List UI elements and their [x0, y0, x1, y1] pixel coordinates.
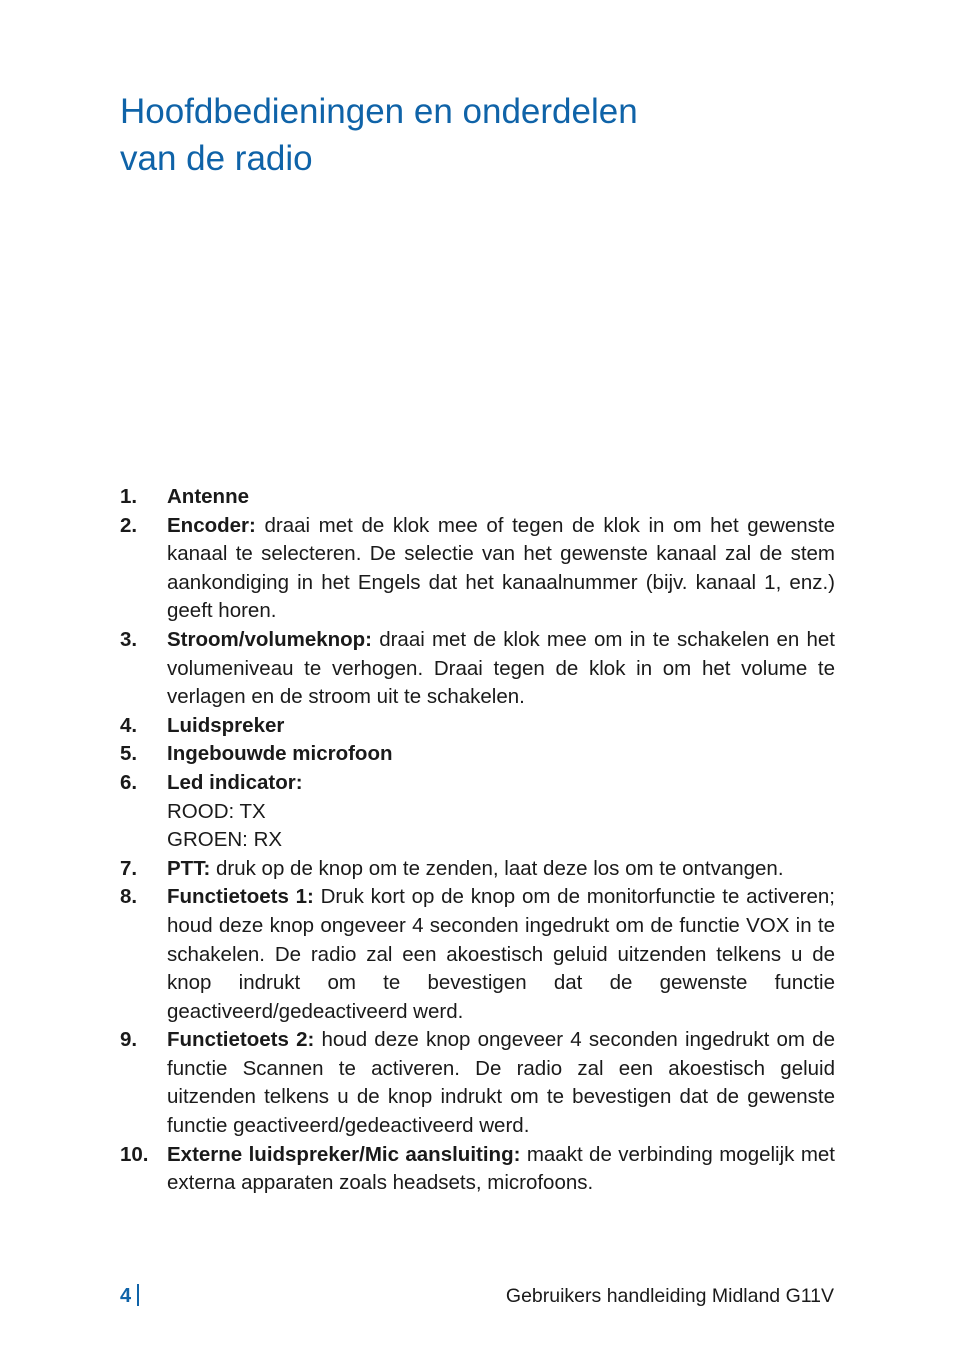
- list-item: [120, 1026, 835, 1140]
- item-title: Ingebouwde microfoon: [167, 742, 393, 766]
- item-title: Luidspreker: [167, 713, 285, 737]
- list-item: [120, 740, 835, 769]
- list-item: [120, 712, 835, 741]
- item-number: 8.: [120, 885, 138, 909]
- item-number: 7.: [120, 856, 138, 880]
- item-text: druk op de knop om te zenden, laat deze los om te ontvangen.: [210, 856, 784, 880]
- page-title-line-2: van de radio: [120, 139, 313, 178]
- list-item: [120, 883, 835, 1026]
- item-title: PTT:: [167, 856, 211, 880]
- page-title: [120, 88, 820, 182]
- item-text: maakt de verbinding mogelijk met externa apparaten zoals headsets, microfoons.: [167, 1142, 835, 1195]
- led-red-label: ROOD: TX: [167, 799, 266, 823]
- list-item: [120, 1141, 835, 1198]
- page-number: 4: [120, 1285, 132, 1307]
- item-text: draai met de klok mee om in te schakelen en het volumeniveau te verhogen. Draai tegen de klok in om het volume te verlagen en de stroom uit te schakelen.: [167, 627, 835, 709]
- item-number: 4.: [120, 713, 138, 737]
- item-title: Stroom/volumeknop:: [167, 627, 373, 651]
- item-number: 6.: [120, 770, 138, 794]
- item-number: 2.: [120, 513, 138, 537]
- item-title: Encoder:: [167, 513, 256, 537]
- item-text: houd deze knop ongeveer 4 seconden ingedrukt om de functie Scannen te activeren. De radio zal een akoestisch geluid uitzenden telkens u de knop indrukt om te bevestigen dat de gewenste functie geactiveerd/gedeactiveerd werd.: [167, 1028, 835, 1138]
- footer-page-number: [120, 1284, 139, 1308]
- list-item: [120, 626, 835, 712]
- page-title-line-1: Hoofdbedieningen en onderdelen: [120, 92, 638, 131]
- footer-divider: [137, 1284, 139, 1306]
- led-green-label: GROEN: RX: [167, 828, 283, 852]
- footer-document-title: Gebruikers handleiding Midland G11V: [505, 1285, 834, 1307]
- list-item: [120, 855, 835, 884]
- item-text: draai met de klok mee of tegen de klok in om het gewenste kanaal te selecteren. De selectie van het gewenste kanaal zal de stem aankondiging in het Engels dat het kanaalnummer (bijv. kanaal 1, enz.) geeft horen.: [167, 513, 835, 623]
- parts-list: [120, 483, 835, 1198]
- item-title: Externe luidspreker/Mic aansluiting:: [167, 1142, 521, 1166]
- item-title: Functietoets 2:: [167, 1028, 315, 1052]
- item-number: 1.: [120, 485, 138, 508]
- item-title: Antenne: [167, 485, 249, 508]
- item-title: Led indicator:: [167, 770, 303, 794]
- list-item: [120, 512, 835, 626]
- list-item: [120, 769, 835, 855]
- item-text: Druk kort op de knop om de monitorfunctie te activeren; houd deze knop ongeveer 4 seconden ingedrukt om de functie VOX in te schakelen. De radio zal een akoestisch geluid uitzenden telkens u de knop indrukt om te bevestigen dat de gewenste functie geactiveerd/gedeactiveerd werd.: [167, 885, 835, 1023]
- item-number: 9.: [120, 1028, 138, 1052]
- list-item: [120, 483, 835, 512]
- item-title: Functietoets 1:: [167, 885, 314, 909]
- item-number: 5.: [120, 742, 138, 766]
- item-number: 3.: [120, 627, 138, 651]
- item-number: 10.: [120, 1142, 149, 1166]
